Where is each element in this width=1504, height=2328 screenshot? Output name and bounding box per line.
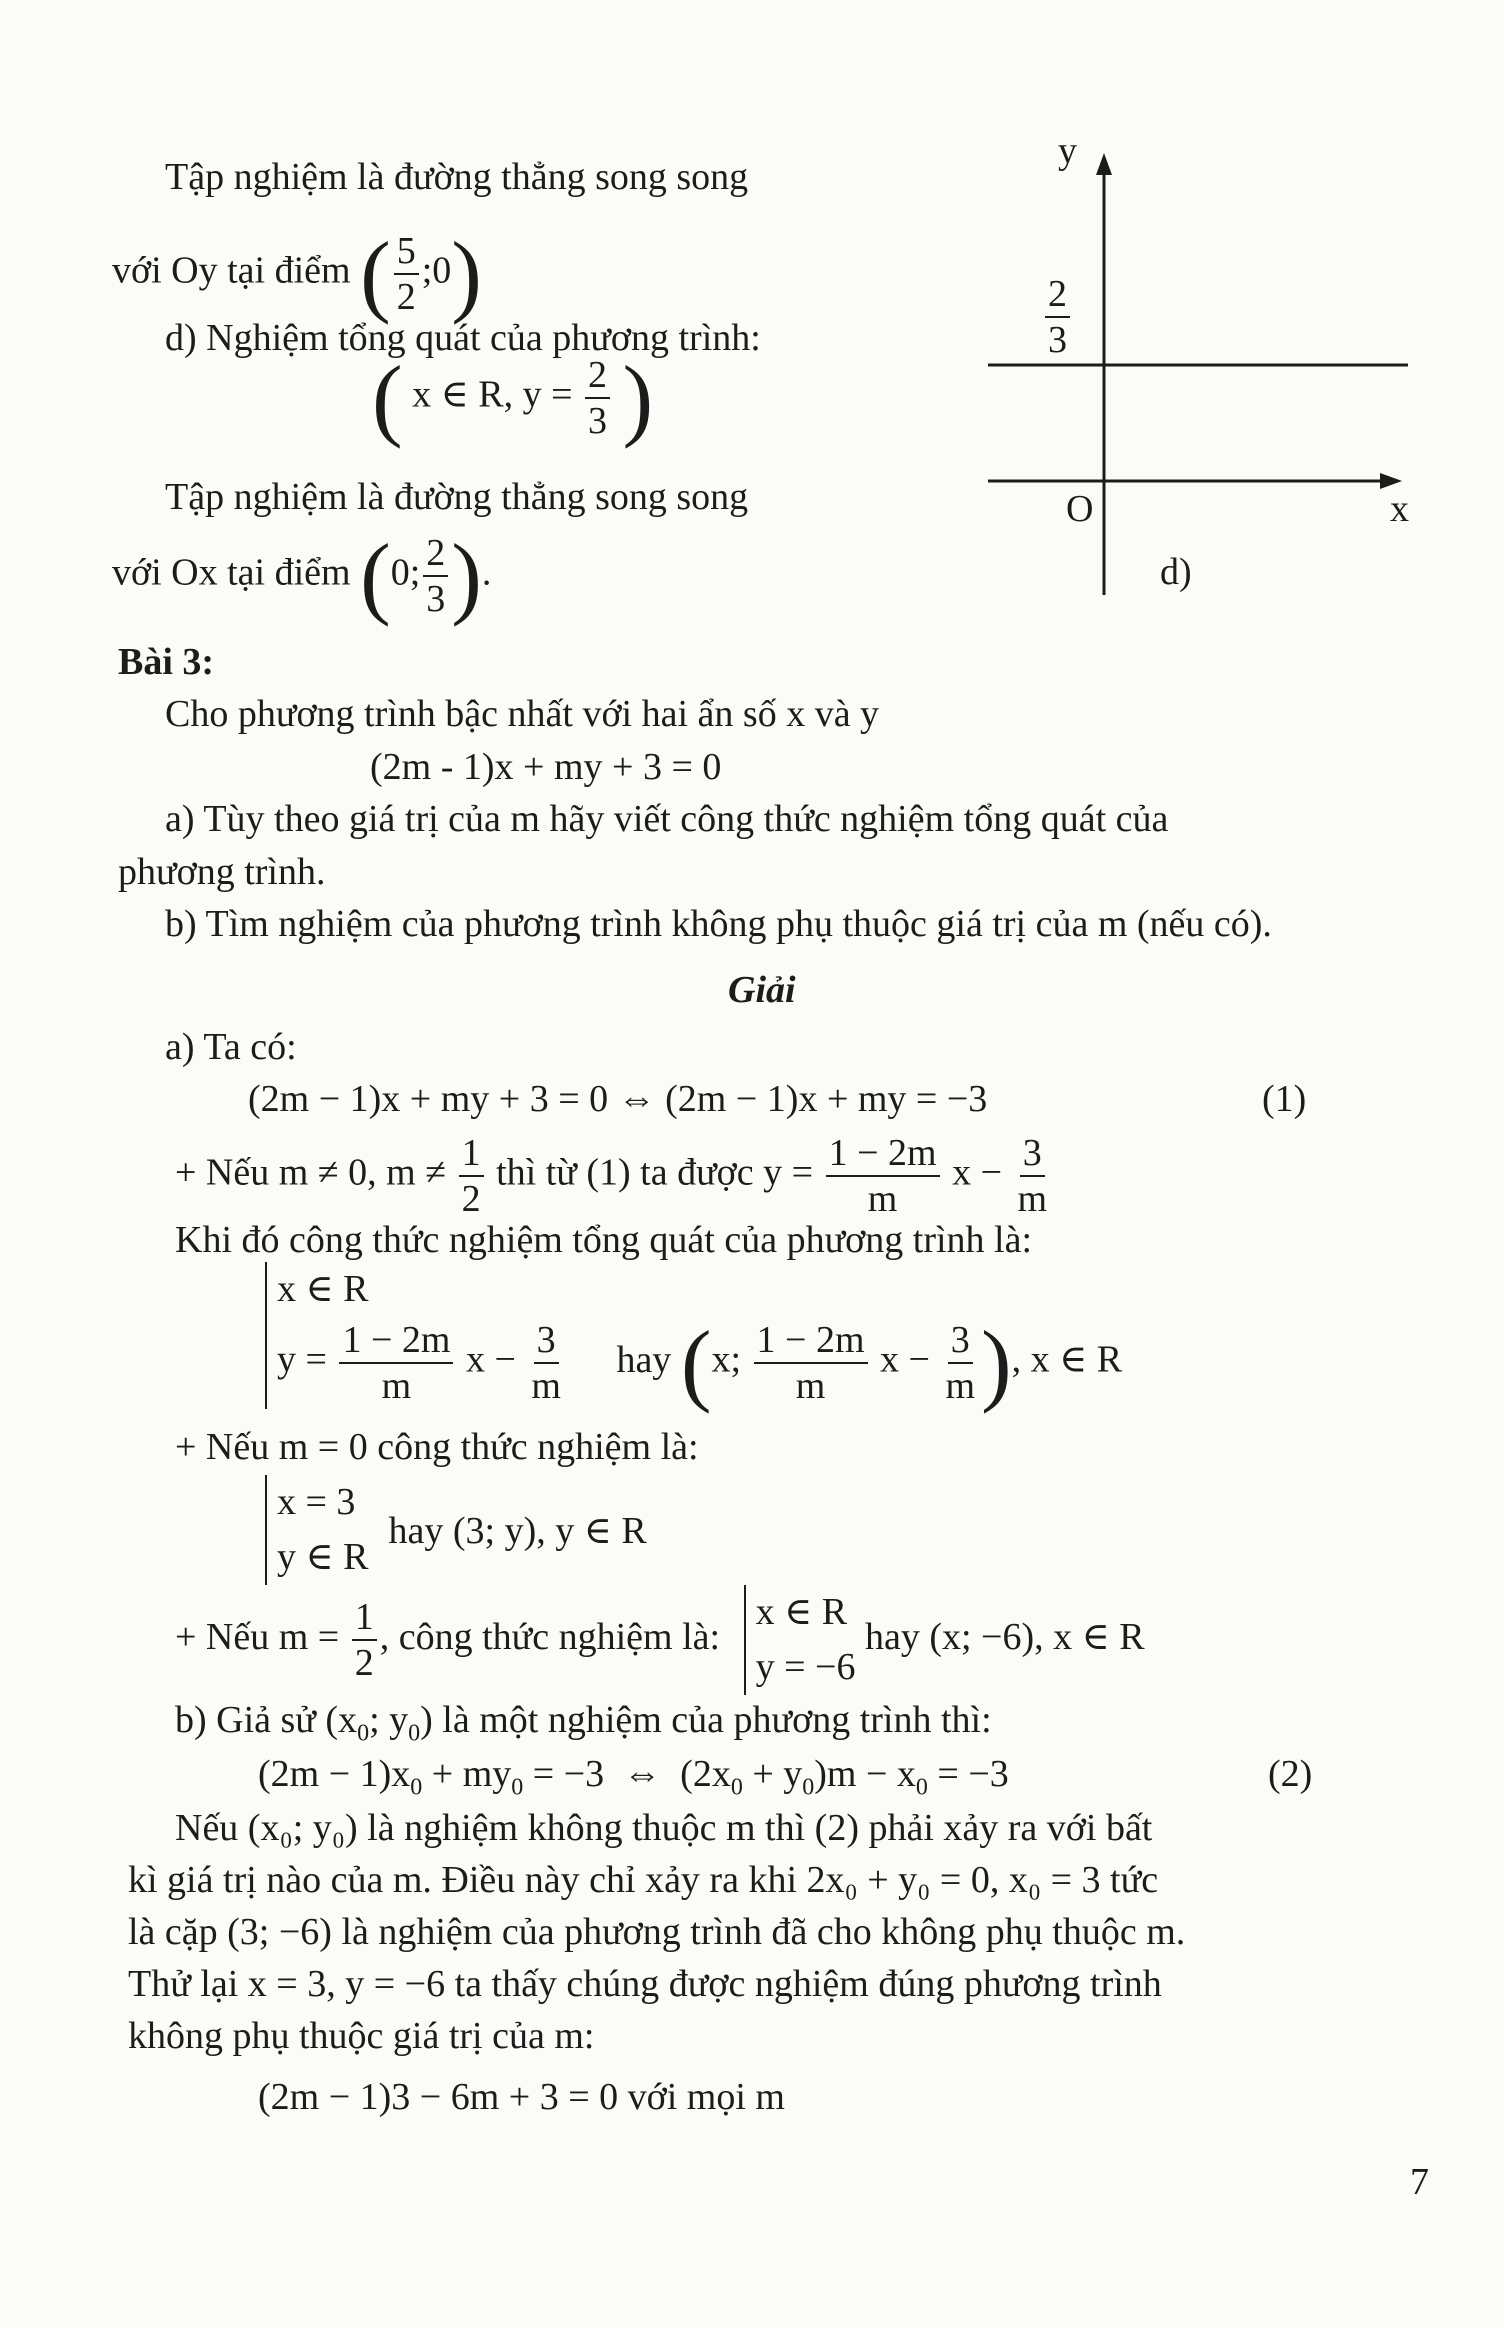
text-line: Nếu (x₀; y₀) là nghiệm không thuộc m thì (2) phải xảy ra với bất: [175, 1807, 1153, 1849]
equation-tag: (1): [1262, 1078, 1307, 1120]
origin-label: O: [1066, 488, 1094, 530]
equation: $(2m - 1)x_0 + my_0 = -3$ ⇔ $(2x_0 + y_0)m - x_0 = -3$: [258, 1753, 1009, 1801]
text-line: Tập nghiệm là đường thẳng song song: [165, 156, 749, 198]
general-solution: ( x ∈ R, y = $\frac{2}{3}$ ): [372, 347, 654, 449]
graph-caption: d): [1160, 551, 1192, 593]
item-d-label: d) Nghiệm tổng quát của phương trình:: [165, 317, 761, 359]
y-axis-label: y: [1058, 130, 1077, 172]
text-line: với Oy tại điểm ( $\frac{5}{2}$ ;0): [112, 223, 482, 325]
text-line: Thử lại x = 3, y = −6 ta thấy chúng được nghiệm đúng phương trình: [128, 1963, 1162, 2005]
text-line: a) Ta có:: [165, 1026, 297, 1068]
text-line: với Ox tại điểm (0; $\frac{2}{3}$ ).: [112, 525, 492, 627]
case-line: + Nếu m ≠ 0, m ≠ $\frac{1}{2}$ thì từ (1) ta được y = $\frac{1 - 2m}{m}$ x − $\frac{3}{m}$: [175, 1132, 1048, 1220]
text-line: là cặp (3; −6) là nghiệm của phương trình đã cho không phụ thuộc m.: [128, 1911, 1186, 1953]
case-line: + Nếu m = $\frac{1}{2}$ , công thức nghiệm là: x ∈ R y = −6 hay (x; −6), x ∈ R: [175, 1585, 1145, 1695]
equation: (2m - 1)x + my + 3 = 0: [370, 746, 722, 788]
exercise-title: Bài 3:: [118, 641, 215, 683]
coordinate-graph: [980, 125, 1420, 605]
x-axis-label: x: [1390, 488, 1409, 530]
text-line: b) Tìm nghiệm của phương trình không phụ thuộc giá trị của m (nếu có).: [165, 903, 1272, 945]
text-line: kì giá trị nào của m. Điều này chỉ xảy ra khi 2x₀ + y₀ = 0, x₀ = 3 tức: [128, 1859, 1159, 1901]
text-line: phương trình.: [118, 851, 326, 893]
equation: (2m − 1)x + my + 3 = 0 ⇔ (2m − 1)x + my = −3: [248, 1078, 988, 1120]
solution-heading: Giải: [728, 969, 796, 1011]
page-number: 7: [1410, 2161, 1429, 2203]
text-line: Khi đó công thức nghiệm tổng quát của phương trình là:: [175, 1219, 1033, 1261]
text-line: không phụ thuộc giá trị của m:: [128, 2015, 595, 2057]
general-system: x ∈ R y = $\frac{1 - 2m}{m}$ x − $\frac{3}{m}$ hay (x; $\frac{1 - 2m}{m}$ x − $\frac{3}{m}$ ), x ∈ R: [265, 1262, 1122, 1409]
text-line: Cho phương trình bậc nhất với hai ẩn số x và y: [165, 693, 880, 735]
equation-tag: (2): [1268, 1753, 1313, 1795]
fraction: $\frac{5}{2}$: [394, 232, 419, 316]
y-arrow: [1096, 153, 1112, 175]
text-line: a) Tùy theo giá trị của m hãy viết công thức nghiệm tổng quát của: [165, 798, 1169, 840]
case-line: + Nếu m = 0 công thức nghiệm là:: [175, 1426, 699, 1468]
text-line: Tập nghiệm là đường thẳng song song: [165, 476, 749, 518]
text-line: b) Giả sử ($x_0$; $y_0$) là một nghiệm của phương trình thì:: [175, 1699, 992, 1747]
system: x = 3 y ∈ R hay (3; y), y ∈ R: [265, 1475, 647, 1585]
equation: (2m − 1)3 − 6m + 3 = 0 với mọi m: [258, 2076, 785, 2118]
y-intercept-label: $\frac{2}{3}$: [1042, 275, 1073, 359]
